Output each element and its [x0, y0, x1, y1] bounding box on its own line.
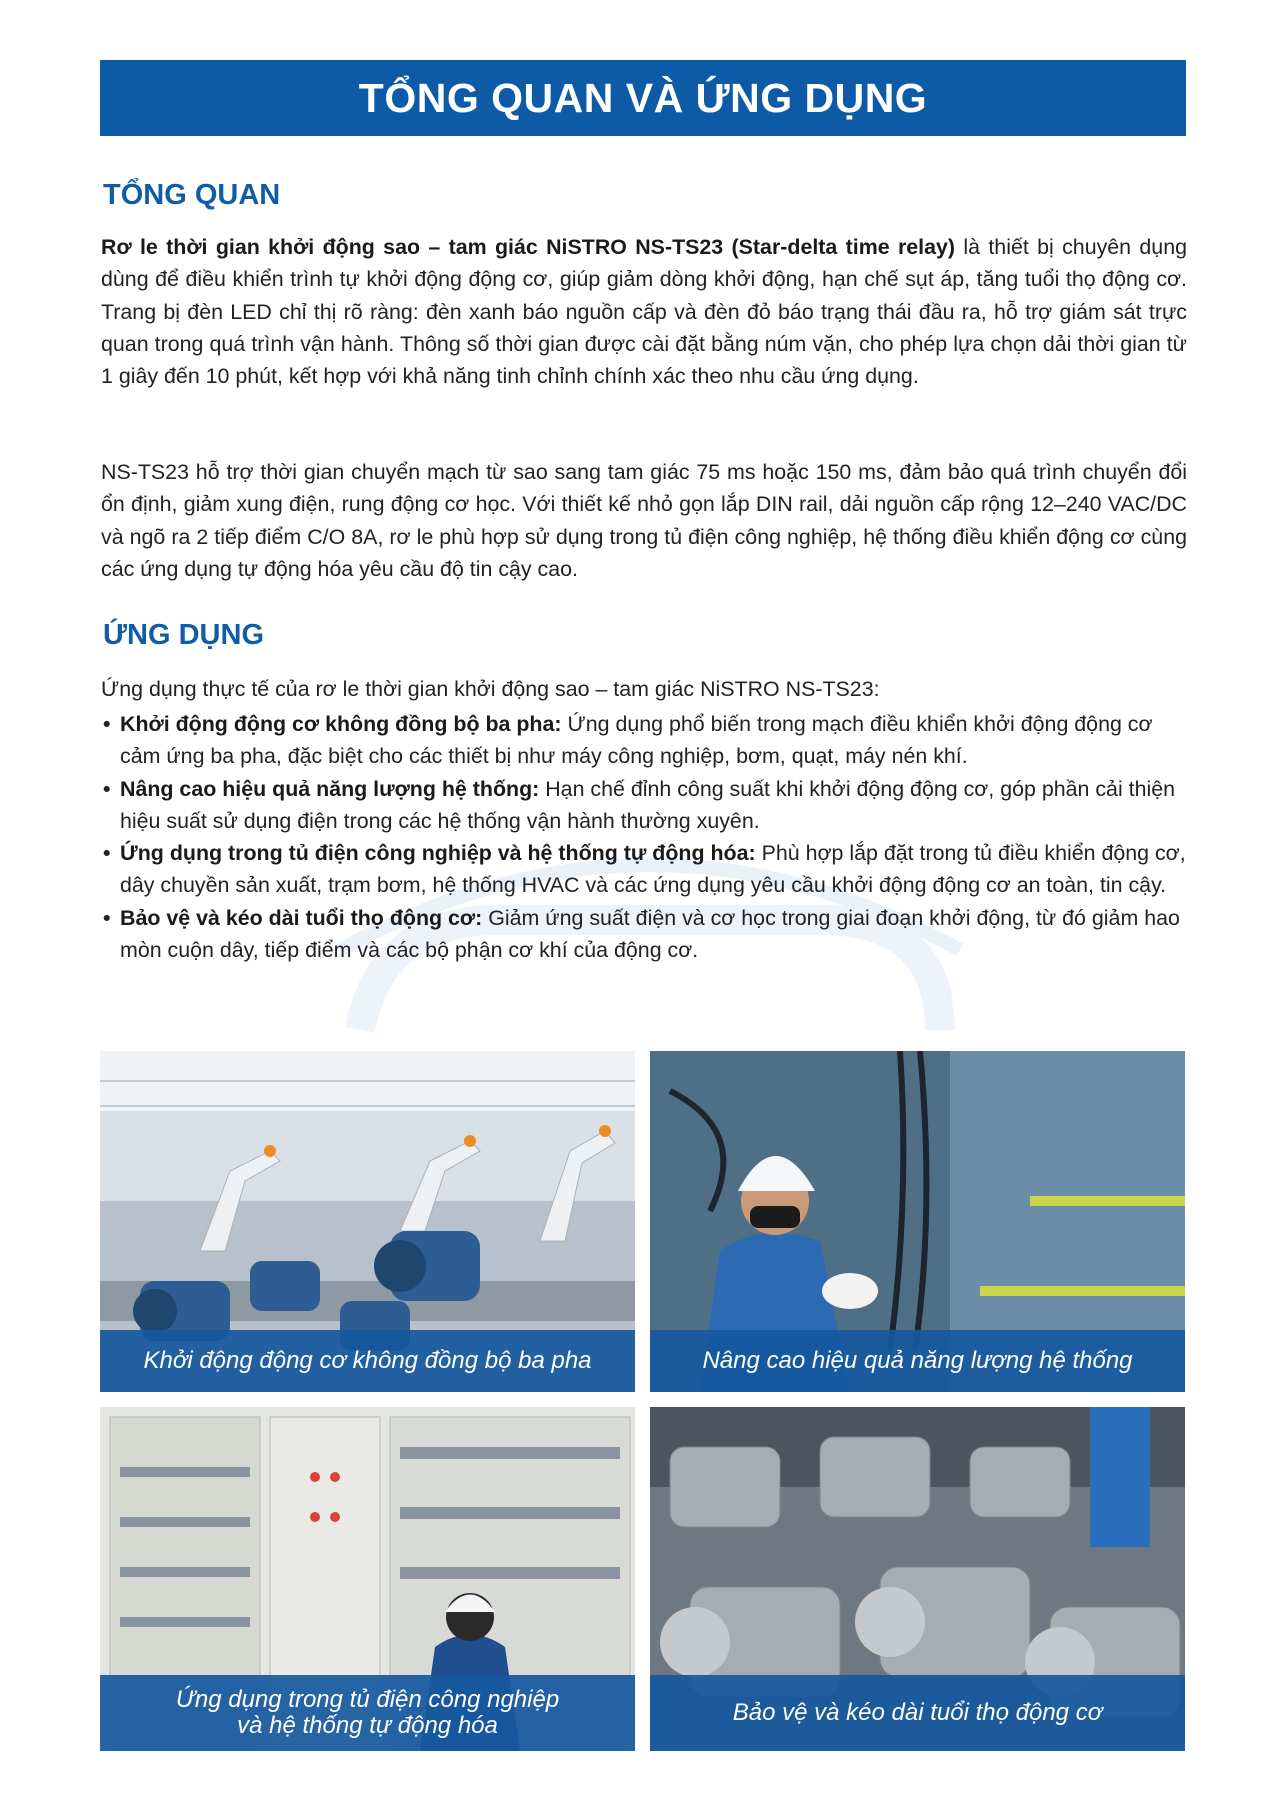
list-item [101, 837, 1187, 902]
photo-caption-line-1: Ứng dụng trong tủ điện công nghiệp [175, 1686, 560, 1713]
list-item-title: Ứng dụng trong tủ điện công nghiệp và hệ thống tự động hóa: [120, 841, 756, 866]
overview-paragraph-1-text: là thiết bị chuyên dụng dùng để điều khiển trình tự khởi động động cơ, giúp giảm dòng khởi động, hạn chế sụt áp, tăng tuổi thọ động cơ. Trang bị đèn LED chỉ thị rõ ràng: đèn xanh báo nguồn cấp và đèn đỏ báo trạng thái đầu ra, hỗ trợ giám sát trực quan trong quá trình vận hành. Thông số thời gian được cài đặt bằng núm vặn, cho phép lựa chọn dải thời gian từ 1 giây đến 10 phút, kết hợp với khả năng tinh chỉnh chính xác theo nhu cầu ứng dụng. [101, 235, 1187, 389]
overview-product-name: Rơ le thời gian khởi động sao – tam giác NiSTRO NS-TS23 (Star-delta time relay) [101, 235, 956, 259]
bullet-dot: • [103, 712, 111, 736]
photo-caption: Nâng cao hiệu quả năng lượng hệ thống [650, 1330, 1185, 1392]
list-item-text: Hạn chế đỉnh công suất khi khởi động động cơ, góp phần cải thiện hiệu suất sử dụng điện trong các hệ thống vận hành thường xuyên. [120, 776, 1176, 833]
photo-caption-line-2: và hệ thống tự động hóa [237, 1712, 498, 1739]
overview-paragraph-2: NS-TS23 hỗ trợ thời gian chuyển mạch từ sao sang tam giác 75 ms hoặc 150 ms, đảm bảo quá trình chuyển đổi ổn định, giảm xung điện, rung động cơ học. Với thiết kế nhỏ gọn lắp DIN rail, dải nguồn cấp rộng 12–240 VAC/DC và ngõ ra 2 tiếp điểm C/O 8A, rơ le phù hợp sử dụng trong tủ điện công nghiệp, hệ thống điều khiển động cơ cùng các ứng dụng tự động hóa yêu cầu độ tin cậy cao. [101, 460, 1187, 581]
photo-worker [650, 1051, 1185, 1392]
bullet-dot: • [103, 776, 111, 801]
application-list [101, 708, 1187, 966]
list-item-text: Phù hợp lắp đặt trong tủ điều khiển động cơ, dây chuyền sản xuất, trạm bơm, hệ thống HVAC và các ứng dụng yêu cầu khởi động động cơ an toàn, tin cậy. [120, 841, 1186, 898]
list-item-title: Khởi động động cơ không đồng bộ ba pha: [120, 712, 562, 736]
list-item-text: Ứng dụng phổ biến trong mạch điều khiển khởi động động cơ cảm ứng ba pha, đặc biệt cho các thiết bị như máy công nghiệp, bơm, quạt, máy nén khí. [120, 712, 1153, 769]
photo-caption [100, 1675, 635, 1751]
application-intro: Ứng dụng thực tế của rơ le thời gian khởi động sao – tam giác NiSTRO NS-TS23: [101, 677, 880, 701]
photo-factory-motors [100, 1051, 635, 1392]
page-header-bar [100, 60, 1186, 136]
photo-caption: Bảo vệ và kéo dài tuổi thọ động cơ [650, 1675, 1185, 1751]
list-item [101, 773, 1187, 838]
list-item [101, 708, 1187, 773]
photo-electrical-cabinet [100, 1407, 635, 1751]
overview-paragraph-1 [101, 231, 1187, 392]
photo-caption: Khởi động động cơ không đồng bộ ba pha [100, 1330, 635, 1392]
list-item-title: Bảo vệ và kéo dài tuổi thọ động cơ: [120, 905, 483, 930]
application-title: ỨNG DỤNG [103, 619, 265, 651]
list-item [101, 902, 1187, 967]
page-title: TỔNG QUAN VÀ ỨNG DỤNG [358, 74, 928, 121]
list-item-text: Giảm ứng suất điện và cơ học trong giai đoạn khởi động, từ đó giảm hao mòn cuộn dây, tiếp điểm và các bộ phận cơ khí của động cơ. [120, 905, 1180, 963]
bullet-dot: • [103, 841, 111, 866]
photo-motor-production [650, 1407, 1185, 1751]
bullet-dot: • [103, 905, 111, 930]
overview-title: TỔNG QUAN [103, 179, 281, 211]
list-item-title: Nâng cao hiệu quả năng lượng hệ thống: [120, 776, 540, 801]
